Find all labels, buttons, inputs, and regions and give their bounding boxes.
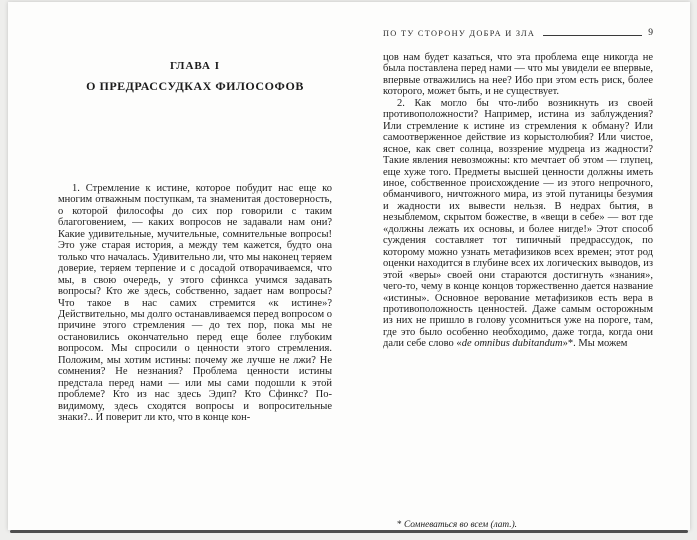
paragraph: цов нам будет казаться, что эта проблема еще никогда не была поставлена перед нами — что мы увидели ее впервые, впервые отважились на нее? Ибо при этом есть риск, более которого, может быть, и не существует.	[383, 52, 653, 98]
paragraph-text: »*. Мы можем	[562, 338, 628, 350]
paragraph-text: 2. Как могло бы что-либо возникнуть из своей противоположности? Например, истина из заблуждения? Или стремление к истине из стремления к обману? Или самоотверженное действие из корыстолюбия? Или чистое, ясное, как свет солнца, воззрение мудреца из жадности? Такие явления невозможны: кто мечтает об этом — глупец, еще хуже того. Предметы высшей ценности должны иметь иное, собственное происхождение — из этого непрочного, обманчивого, ничтожного мира, из этой путаницы безумия и жадности их вывести нельзя. В недрах бытия, в незыблемом, скрытом божестве, в «вещи в себе» — вот где «должны лежать их основы, и более нигде!» Этот способ суждения составляет тот типичный предрассудок, по которому можно узнать метафизиков всех времен; этот род оценки находится в глубине всех их логических выводов, из этой «веры» своей они стараются достигнуть «знания», чего-то, чему в конце концов торжественно дается название «истины». Основное верование метафизиков есть вера в противоположность ценностей. Даже самым осторожным из них не пришло в голову усомниться уже на пороге, там, где это было особенно необходимо, даже тогда, когда они дали себе слово «	[383, 97, 653, 350]
header-rule-divider	[543, 35, 642, 36]
book-bottom-edge	[10, 530, 688, 533]
chapter-title: О ПРЕДРАССУДКАХ ФИЛОСОФОВ	[86, 79, 304, 93]
paragraph: 1. Стремление к истине, которое побудит нас еще ко многим отважным поступкам, та знаменитая достоверность, о которой философы до сих пор говорили с таким благоговением, — каких вопросов не задавали нам они? Какие удивительные, мучительные, сомнительные вопросы! Это уже старая история, а между тем кажется, будто она только что началась. Удивительно ли, что мы наконец теряем доверие, теряем терпение и с досадой отворачиваемся, что мы, в свою очередь, у этого сфинкса учимся задавать вопросы? Кто же здесь, собственно, задает нам вопросы? Что такое в нас самих стремится «к истине»? Действительно, мы долго останавливаемся перед вопросом о причине этого стремления — до тех пор, пока мы не остановились окончательно перед еще более глубоким вопросом. Мы спросили о ценности этого стремления. Положим, мы хотим истины: почему же лучше не лжи? Не сомнения? Не незнания? Проблема ценности истины предстала перед нами — или мы сами подошли к этой проблеме? Кто из нас здесь Эдип? Кто Сфинкс? По-видимому, здесь сходятся вопросы и вопросительные знаки?.. И поверит ли кто, что в конце кон-	[58, 183, 332, 424]
left-page-body	[58, 183, 332, 424]
footnote-text: Сомневаться во всем (лат.).	[403, 520, 517, 530]
page-number: 9	[648, 28, 653, 38]
footnote	[383, 520, 653, 530]
latin-phrase: de omnibus dubitandum	[461, 338, 563, 350]
paragraph	[383, 98, 653, 350]
book-pages	[8, 2, 690, 530]
running-header	[383, 28, 653, 38]
footnote-marker: *	[397, 520, 402, 530]
right-page-body	[383, 52, 653, 350]
chapter-heading	[58, 60, 332, 94]
running-header-title: ПО ТУ СТОРОНУ ДОБРА И ЗЛА	[383, 29, 536, 38]
chapter-number: ГЛАВА I	[169, 60, 221, 72]
